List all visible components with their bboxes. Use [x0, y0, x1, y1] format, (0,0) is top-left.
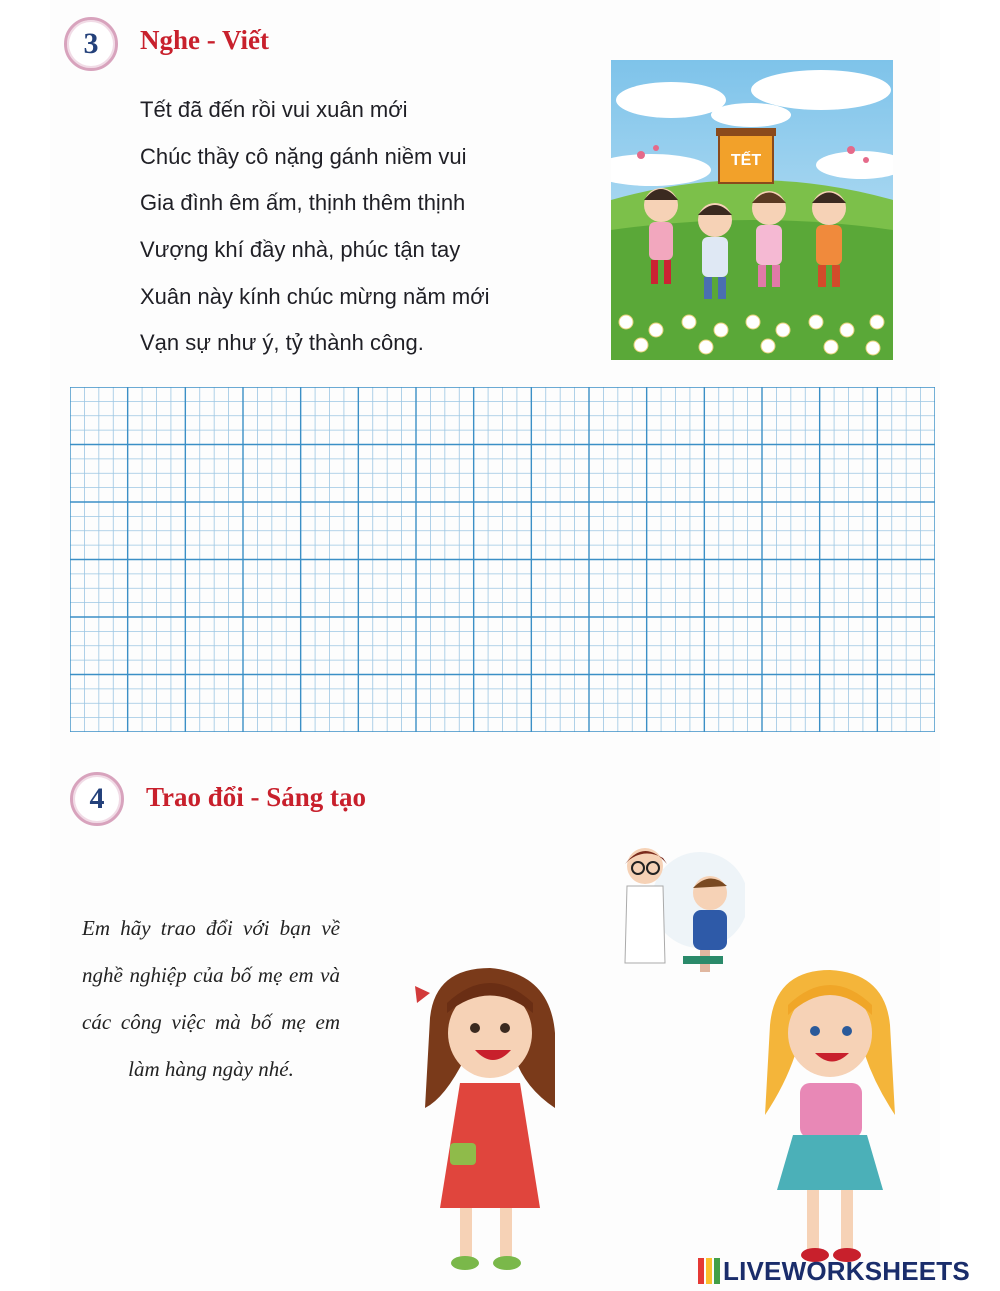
- girl-talking-illustration: [405, 958, 575, 1278]
- tet-sign-text: TẾT: [730, 152, 762, 169]
- liveworksheets-logo-icon: [698, 1258, 720, 1284]
- poem: [140, 90, 490, 370]
- section-4-badge: [70, 772, 124, 826]
- poem-line: Chúc thầy cô nặng gánh niềm vui: [140, 143, 467, 169]
- poem-line: Vạn sự như ý, tỷ thành công.: [140, 330, 424, 356]
- section-3-number: 3: [83, 27, 99, 60]
- section-3-title: Nghe - Viết: [140, 25, 269, 55]
- tet-sign: [716, 128, 776, 183]
- poem-line: Gia đình êm ấm, thịnh thêm thịnh: [140, 190, 466, 216]
- poem-line: Tết đã đến rồi vui xuân mới: [140, 97, 408, 122]
- handwriting-grid[interactable]: [70, 387, 935, 732]
- section-3-badge: [64, 17, 118, 71]
- tet-children-illustration: [611, 60, 893, 360]
- liveworksheets-watermark: [698, 1254, 970, 1288]
- girl-listening-illustration: [755, 965, 905, 1270]
- discussion-prompt: Em hãy trao đổi với bạn về nghề nghiệp của bố mẹ em và các công việc mà bố mẹ em làm hàng ngày nhé.: [82, 916, 340, 1081]
- section-4-number: 4: [89, 782, 105, 815]
- poem-line: Vượng khí đầy nhà, phúc tận tay: [140, 237, 461, 263]
- watermark-text: LIVEWORKSHEETS: [723, 1255, 970, 1286]
- poem-line: Xuân này kính chúc mừng năm mới: [140, 283, 490, 309]
- section-4-title: Trao đổi - Sáng tạo: [146, 782, 367, 812]
- doctor-child-illustration: [605, 838, 745, 978]
